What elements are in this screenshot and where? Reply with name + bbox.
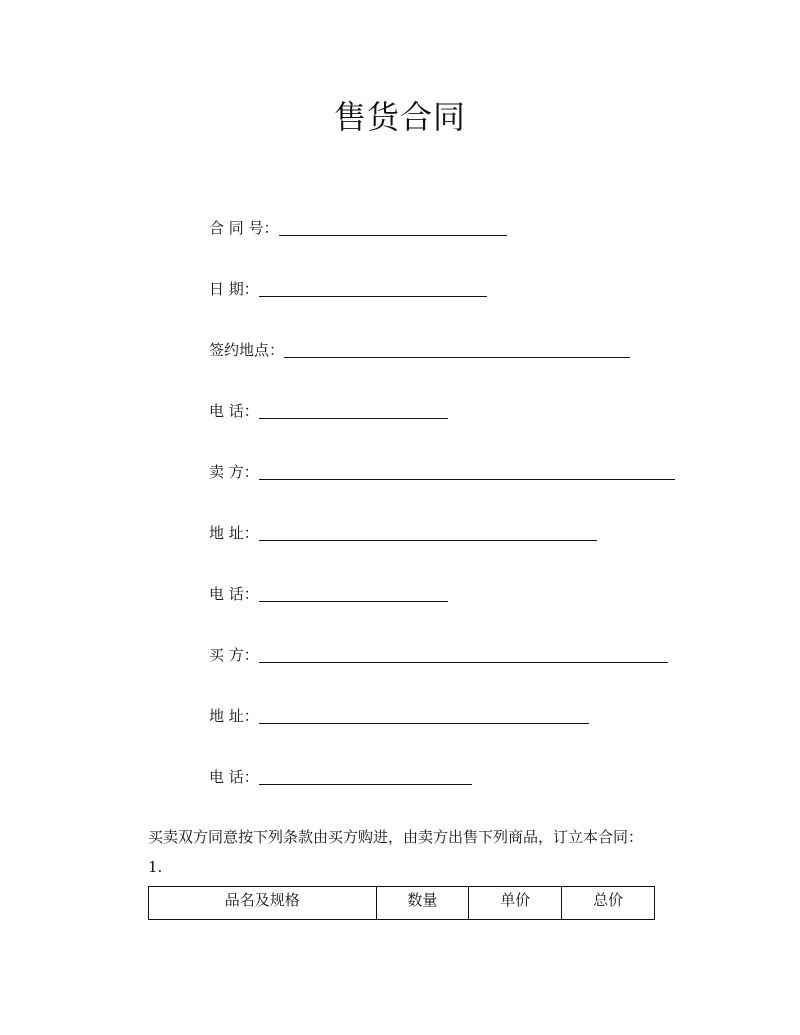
contract-number-field bbox=[209, 215, 507, 237]
signing-place-label: 签约地点： bbox=[209, 341, 285, 359]
document-title: 售货合同 bbox=[333, 98, 466, 136]
seller-blank[interactable] bbox=[259, 465, 675, 480]
table-header-unit-price: 单价 bbox=[469, 887, 562, 920]
table-header-total-price: 总价 bbox=[562, 887, 655, 920]
phone-field-2 bbox=[209, 581, 448, 603]
contract-number-blank[interactable] bbox=[279, 221, 507, 236]
buyer-address-field bbox=[209, 703, 589, 725]
phone-blank-2[interactable] bbox=[259, 587, 448, 602]
table-header-name-spec: 品名及规格 bbox=[149, 887, 377, 920]
buyer-address-label: 地 址： bbox=[209, 707, 259, 725]
buyer-label: 买 方： bbox=[209, 646, 259, 664]
intro-paragraph: 买卖双方同意按下列条款由买方购进，由卖方出售下列商品，订立本合同： bbox=[148, 828, 644, 846]
phone-label-2: 电 话： bbox=[209, 585, 259, 603]
phone-label-3: 电 话： bbox=[209, 768, 259, 786]
table-header-quantity: 数量 bbox=[376, 887, 469, 920]
phone-label-1: 电 话： bbox=[209, 402, 259, 420]
contract-number-label: 合 同 号： bbox=[209, 219, 279, 237]
phone-field-1 bbox=[209, 398, 448, 420]
buyer-blank[interactable] bbox=[259, 648, 668, 663]
phone-blank-1[interactable] bbox=[259, 404, 448, 419]
table-header-row bbox=[149, 887, 655, 920]
buyer-address-blank[interactable] bbox=[259, 709, 589, 724]
phone-blank-3[interactable] bbox=[259, 770, 472, 785]
item-number: 1. bbox=[148, 858, 163, 876]
buyer-field bbox=[209, 642, 668, 664]
goods-table bbox=[148, 886, 655, 920]
seller-address-field bbox=[209, 520, 597, 542]
seller-address-label: 地 址： bbox=[209, 524, 259, 542]
date-label: 日 期： bbox=[209, 280, 259, 298]
seller-field bbox=[209, 459, 675, 481]
signing-place-field bbox=[209, 337, 630, 359]
date-field bbox=[209, 276, 487, 298]
seller-label: 卖 方： bbox=[209, 463, 259, 481]
date-blank[interactable] bbox=[259, 282, 487, 297]
seller-address-blank[interactable] bbox=[259, 526, 597, 541]
phone-field-3 bbox=[209, 764, 472, 786]
signing-place-blank[interactable] bbox=[284, 343, 630, 358]
